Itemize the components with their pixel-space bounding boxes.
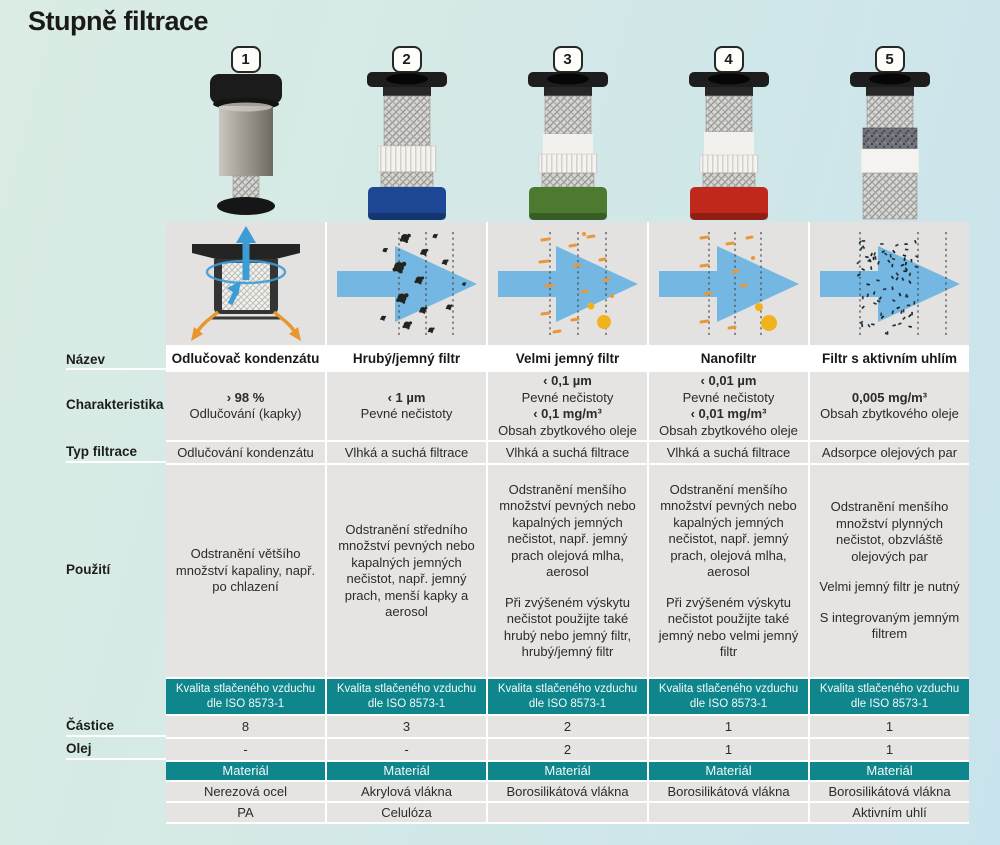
material-header: Materiál [488, 762, 647, 780]
carbon-adsorption-diagram [810, 222, 969, 345]
particles-class-value: 1 [810, 716, 969, 737]
characteristic-line: Obsah zbytkového oleje [659, 422, 798, 438]
characteristic-line: Pevné nečistoty [682, 389, 775, 405]
material-value-1: Borosilikátová vlákna [649, 782, 808, 801]
filtration-type-cell: Vlhká a suchá filtrace [649, 442, 808, 463]
characteristic-line: 0,005 mg/m³ [851, 389, 928, 405]
material-value-2 [488, 803, 647, 822]
particles-class-value: 2 [488, 716, 647, 737]
usage-paragraph: Při zvýšeném výskytu nečistot použijte také jemný nebo velmi jemný filtr [658, 594, 799, 659]
characteristic-cell [166, 372, 325, 440]
stage-number-badge-2: 2 [392, 46, 422, 73]
row-label-castice: Částice [66, 718, 115, 733]
label-divider-typ [66, 461, 166, 463]
very-fine-filter-photo [508, 70, 628, 222]
characteristic-line: Odlučování (kapky) [189, 406, 302, 421]
stage-number-badge-1: 1 [231, 46, 261, 73]
label-divider-nazev [66, 368, 166, 370]
oil-class-value: 1 [649, 739, 808, 760]
iso-quality-header: Kvalita stlačeného vzduchu dle ISO 8573-1 [488, 679, 647, 714]
material-value-1: Akrylová vlákna [327, 782, 486, 801]
particles-class-value: 1 [649, 716, 808, 737]
nano-filter-photo [669, 70, 789, 222]
filter-name-cell: Hrubý/jemný filtr [327, 348, 486, 370]
oil-class-value: - [166, 739, 325, 760]
usage-cell [810, 465, 969, 677]
characteristic-line: ‹ 0,1 µm [543, 373, 592, 388]
characteristic-line: Pevné nečistoty [521, 389, 614, 405]
filter-name-cell: Odlučovač kondenzátu [166, 348, 325, 370]
label-divider-olej [66, 758, 166, 760]
particles-class-value: 3 [327, 716, 486, 737]
filtration-type-cell: Vlhká a suchá filtrace [327, 442, 486, 463]
row-label-olej: Olej [66, 741, 92, 756]
material-value-2: Aktivním uhlí [810, 803, 969, 822]
usage-cell [649, 465, 808, 677]
particles-class-value: 8 [166, 716, 325, 737]
usage-paragraph: Odstranění středního množství pevných nebo kapalných jemných nečistot, např. jemný prach, menší kapky a aerosol [338, 521, 475, 619]
filtration-type-cell: Adsorpce olejových par [810, 442, 969, 463]
coarse-fine-filter-photo [347, 70, 467, 222]
characteristic-line: › 98 % [226, 389, 265, 405]
row-label-nazev: Název [66, 352, 106, 367]
characteristic-line: ‹ 1 µm [387, 389, 426, 405]
stage-number-badge-5: 5 [875, 46, 905, 73]
material-header: Materiál [327, 762, 486, 780]
page-title: Stupně filtrace [28, 6, 209, 36]
material-value-2: Celulóza [327, 803, 486, 822]
solid-particles-diagram [327, 222, 486, 345]
filtration-type-cell: Vlhká a suchá filtrace [488, 442, 647, 463]
usage-paragraph: Odstranění menšího množství plynných nečistot, obzvláště olejových par [830, 499, 949, 564]
filter-name-cell: Velmi jemný filtr [488, 348, 647, 370]
iso-quality-header: Kvalita stlačeného vzduchu dle ISO 8573-1 [649, 679, 808, 714]
oil-class-value: 2 [488, 739, 647, 760]
stage-number-badge-3: 3 [553, 46, 583, 73]
usage-paragraph: Odstranění menšího množství pevných nebo kapalných jemných nečistot, např. jemný prach olejová mlha, aerosol [499, 481, 636, 579]
material-header: Materiál [166, 762, 325, 780]
usage-paragraph: S integrovaným jemným filtrem [819, 609, 960, 642]
activated-carbon-filter-photo [830, 70, 950, 222]
row-label-typ-filtrace: Typ filtrace [66, 444, 138, 459]
material-value-1: Nerezová ocel [166, 782, 325, 801]
characteristic-cell [327, 372, 486, 440]
row-label-charakteristika: Charakteristika [66, 397, 164, 412]
characteristic-cell [649, 372, 808, 440]
usage-paragraph: Odstranění většího množství kapaliny, např. po chlazení [175, 546, 316, 595]
nano-aerosol-diagram [649, 222, 808, 345]
characteristic-line: ‹ 0,1 mg/m³ [533, 406, 602, 421]
usage-paragraph: Velmi jemný filtr je nutný [819, 579, 960, 595]
usage-paragraph: Při zvýšeném výskytu nečistot použijte také hrubý nebo jemný filtr, hrubý/jemný filtr [503, 594, 632, 659]
characteristic-cell [810, 372, 969, 440]
usage-cell [488, 465, 647, 677]
characteristic-line: ‹ 0,01 mg/m³ [690, 406, 767, 421]
row-label-pouziti: Použití [66, 562, 111, 577]
cyclone-separation-diagram [166, 222, 325, 345]
usage-paragraph: Odstranění menšího množství pevných nebo kapalných jemných nečistot, např. jemný prach, olejová mlha, aerosol [660, 481, 797, 579]
usage-cell [166, 465, 325, 677]
fine-aerosol-diagram [488, 222, 647, 345]
material-header: Materiál [810, 762, 969, 780]
material-value-1: Borosilikátová vlákna [810, 782, 969, 801]
characteristic-line: Obsah zbytkového oleje [820, 406, 959, 421]
iso-quality-header: Kvalita stlačeného vzduchu dle ISO 8573-1 [327, 679, 486, 714]
label-divider-castice [66, 735, 166, 737]
characteristic-line: Obsah zbytkového oleje [498, 422, 637, 438]
filter-name-cell: Nanofiltr [649, 348, 808, 370]
oil-class-value: 1 [810, 739, 969, 760]
characteristic-line: Pevné nečistoty [360, 406, 453, 421]
material-header: Materiál [649, 762, 808, 780]
stage-number-badge-4: 4 [714, 46, 744, 73]
material-value-2: PA [166, 803, 325, 822]
material-value-1: Borosilikátová vlákna [488, 782, 647, 801]
filter-name-cell: Filtr s aktivním uhlím [810, 348, 969, 370]
oil-class-value: - [327, 739, 486, 760]
characteristic-line: ‹ 0,01 µm [700, 373, 757, 388]
usage-cell [327, 465, 486, 677]
material-value-2 [649, 803, 808, 822]
characteristic-cell [488, 372, 647, 440]
condensate-separator-photo [186, 70, 306, 222]
filtration-type-cell: Odlučování kondenzátu [166, 442, 325, 463]
iso-quality-header: Kvalita stlačeného vzduchu dle ISO 8573-1 [810, 679, 969, 714]
iso-quality-header: Kvalita stlačeného vzduchu dle ISO 8573-1 [166, 679, 325, 714]
